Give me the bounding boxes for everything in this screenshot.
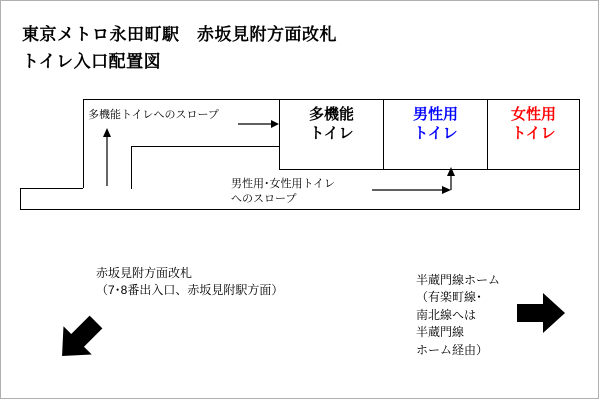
room-label-female-line2: トイレ	[511, 124, 556, 142]
wall-corridor-bottom	[20, 209, 580, 210]
page-title-line2: トイレ入口配置図	[22, 52, 162, 71]
caption-left-line1: 赤坂見附方面改札	[96, 266, 193, 280]
room-label-female	[488, 106, 579, 144]
wall-left-vertical	[20, 188, 21, 210]
annotation-mw-slope-line2: へのスロープ	[231, 193, 297, 205]
caption-left-line2: （7･8番出入口、赤坂見附駅方面）	[96, 283, 284, 298]
arrow-right-lower-corridor	[372, 186, 451, 194]
down-left-arrow	[48, 308, 110, 370]
caption-right-line2: （有楽町線･	[416, 290, 483, 305]
caption-left	[96, 265, 283, 300]
room-label-male-line2: トイレ	[413, 124, 458, 142]
page-title-line1: 東京メトロ永田町駅 赤坂見附方面改札	[22, 25, 337, 44]
right-arrow	[517, 293, 565, 333]
arrow-up-left-corridor	[103, 128, 111, 186]
arrow-up-to-rooms	[447, 167, 455, 190]
caption-right-line4: 半蔵門線	[416, 325, 465, 340]
arrow-to-multipurpose	[238, 120, 279, 128]
room-label-multipurpose-line1: 多機能	[308, 106, 354, 123]
wall-room-bottom	[280, 169, 580, 170]
caption-right-line3: 南北線へは	[416, 307, 477, 322]
caption-right-line1: 半蔵門線ホーム	[416, 273, 501, 287]
caption-right	[416, 272, 500, 359]
room-label-multipurpose-line2: トイレ	[309, 124, 354, 142]
room-label-male	[384, 106, 487, 144]
wall-slope-inner-top	[131, 146, 279, 147]
annotation-mw-slope-line1: 男性用･女性用トイレ	[231, 178, 335, 190]
room-label-female-line1: 女性用	[510, 106, 556, 123]
wall-top	[83, 99, 580, 100]
room-label-male-line1: 男性用	[412, 106, 458, 123]
wall-right	[579, 99, 580, 209]
caption-right-line5: ホーム経由）	[416, 342, 489, 357]
wall-slope-inner-left	[131, 146, 132, 189]
wall-left-top-stub	[20, 188, 83, 189]
annotation-multipurpose-slope: 多機能トイレへのスロープ	[88, 109, 219, 121]
room-label-multipurpose	[280, 106, 383, 144]
wall-slope-left	[83, 99, 84, 188]
